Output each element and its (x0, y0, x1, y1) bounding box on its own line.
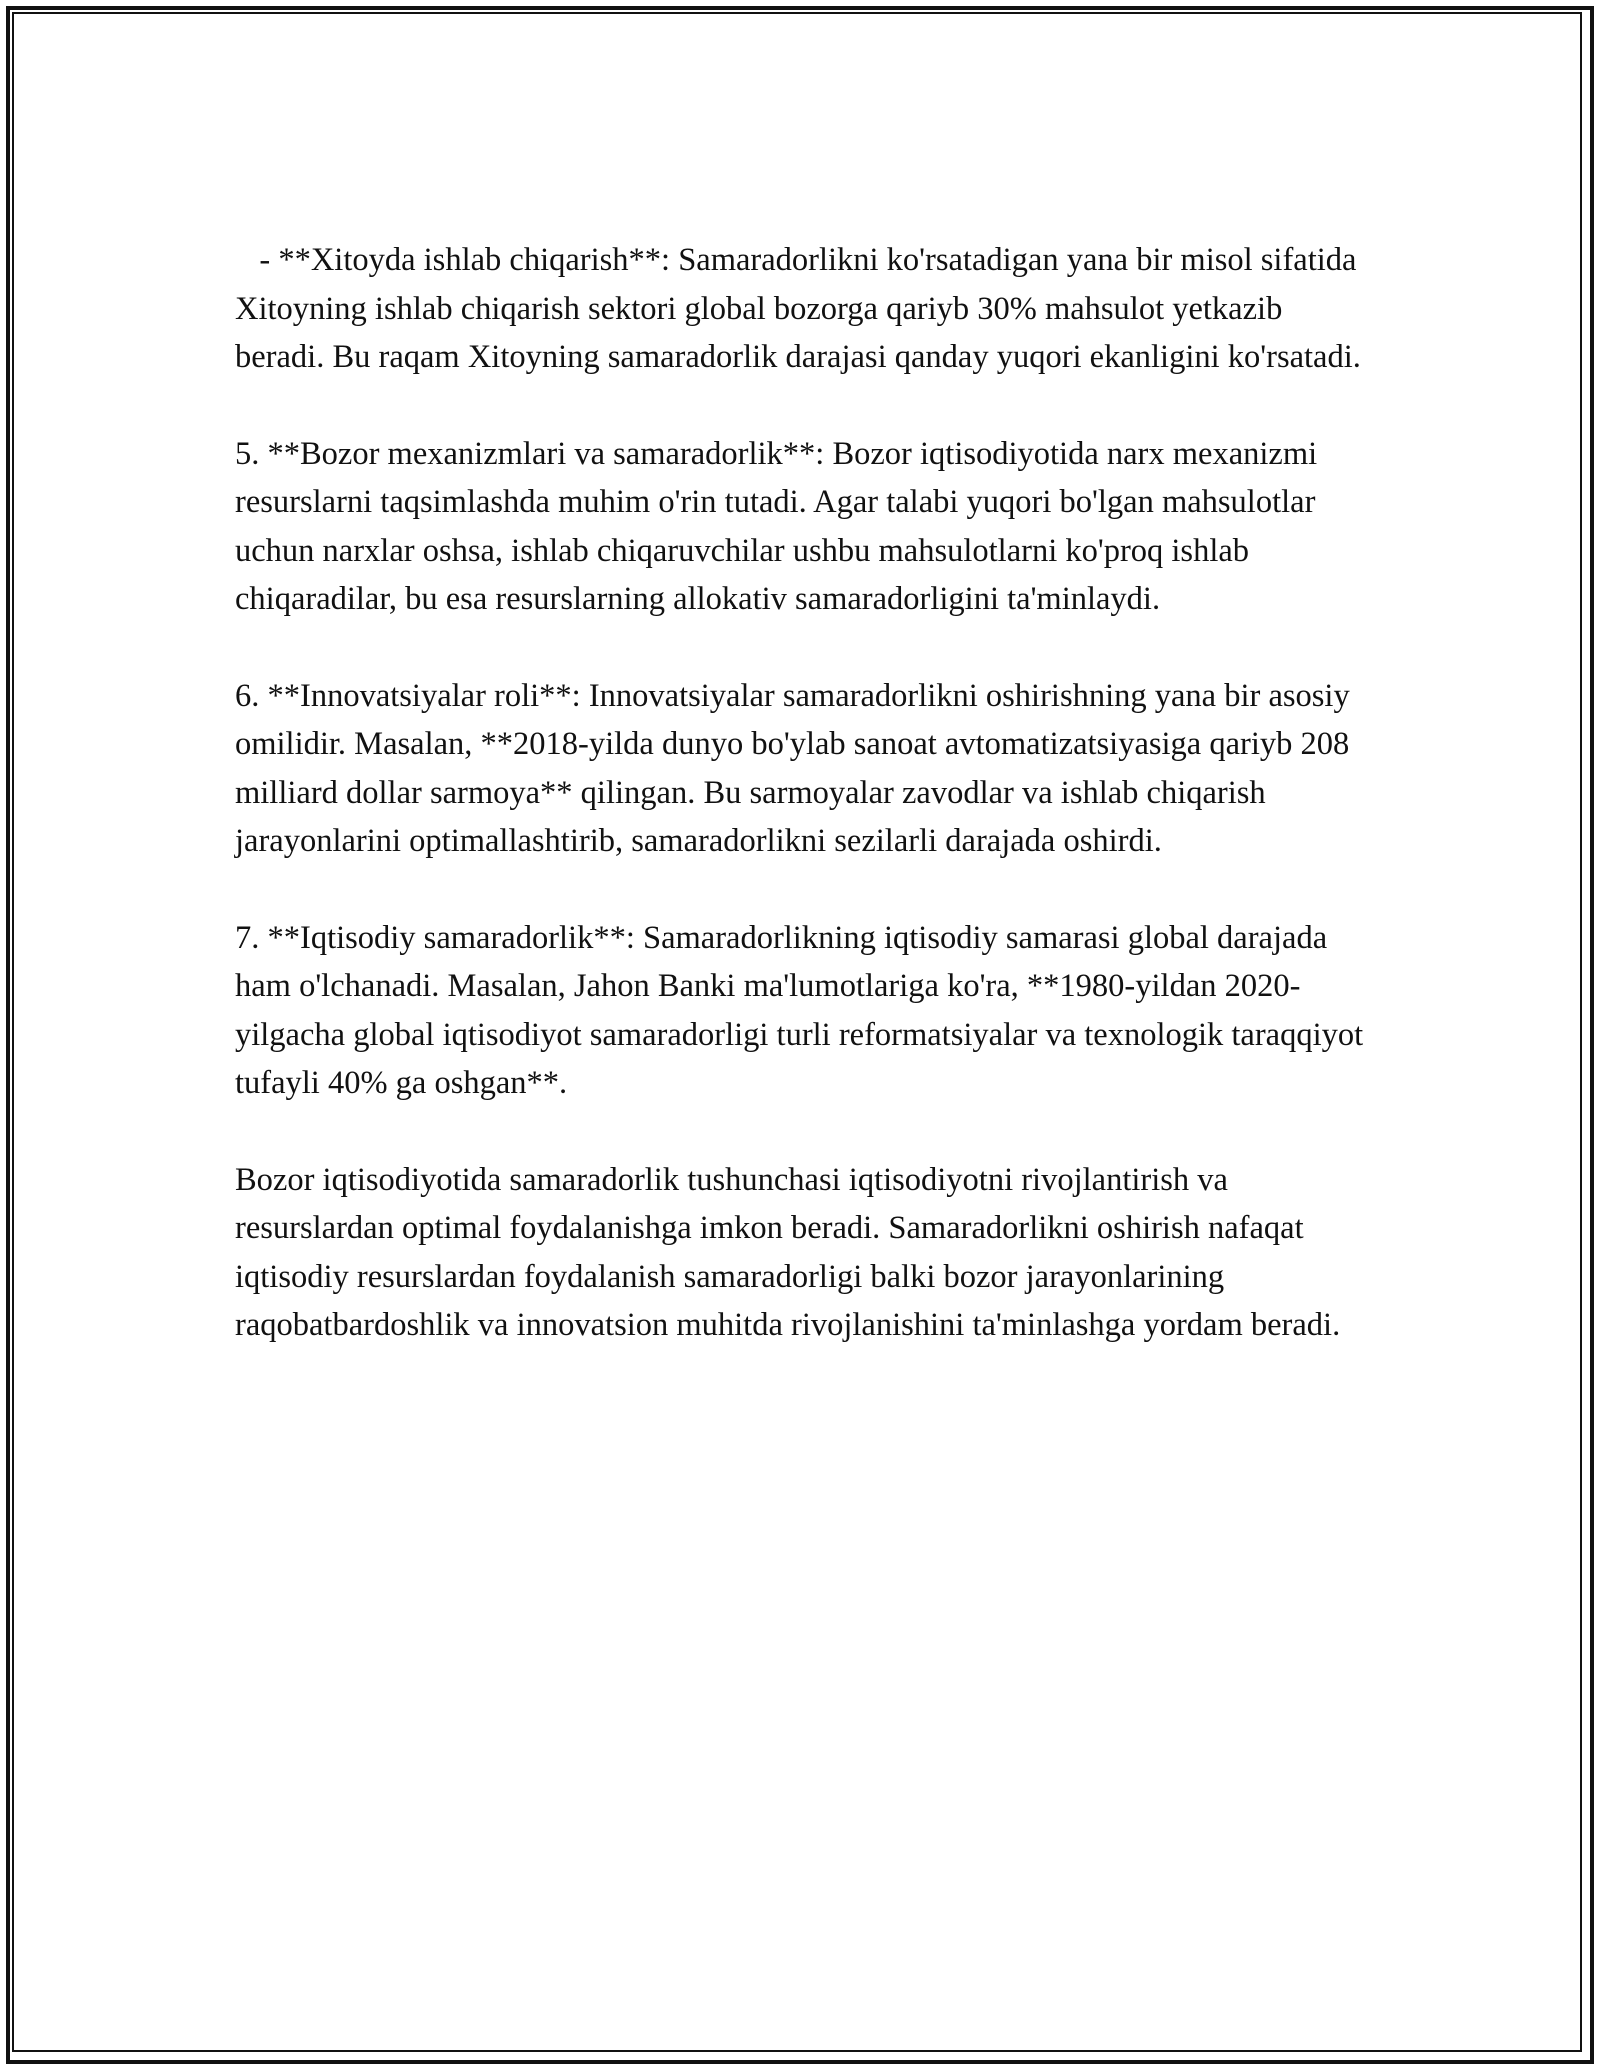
paragraph-china-manufacturing: - **Xitoyda ishlab chiqarish**: Samaradorlikni ko'rsatadigan yana bir misol sifatida Xitoyning ishlab chiqarish sektori global bozorga qariyb 30% mahsulot yetkazib beradi. Bu raqam Xitoyning samaradorlik darajasi qanday yuqori ekanligini ko'rsatadi. (235, 242, 1365, 375)
paragraph-economic-efficiency: 7. **Iqtisodiy samaradorlik**: Samaradorlikning iqtisodiy samarasi global darajada ham o'lchanadi. Masalan, Jahon Banki ma'lumotlariga ko'ra, **1980-yildan 2020-yilgacha global iqtisodiyot samaradorligi turli reformatsiyalar va texnologik taraqqiyot tufayli 40% ga oshgan**. (235, 919, 1372, 1101)
paragraph-innovation-role: 6. **Innovatsiyalar roli**: Innovatsiyalar samaradorlikni oshirishning yana bir asosiy omilidir. Masalan, **2018-yilda dunyo bo'ylab sanoat avtomatizatsiyasiga qariyb 208 milliard dollar sarmoya** qilingan. Bu sarmoyalar zavodlar va ishlab chiqarish jarayonlarini optimallashtirib, samaradorlikni sezilarli darajada oshirdi. (235, 677, 1358, 859)
paragraph-market-mechanisms: 5. **Bozor mexanizmlari va samaradorlik**: Bozor iqtisodiyotida narx mexanizmi resurslarni taqsimlashda muhim o'rin tutadi. Agar talabi yuqori bo'lgan mahsulotlar uchun narxlar oshsa, ishlab chiqaruvchilar ushbu mahsulotlarni ko'proq ishlab chiqaradilar, bu esa resurslarning allokativ samaradorligini ta'minlaydi. (235, 435, 1326, 617)
paragraph-conclusion: Bozor iqtisodiyotida samaradorlik tushunchasi iqtisodiyotni rivojlantirish va resurslardan optimal foydalanishga imkon beradi. Samaradorlikni oshirish nafaqat iqtisodiy resurslardan foydalanish samaradorligi balki bozor jarayonlarining raqobatbardoshlik va innovatsion muhitda rivojlanishini ta'minlashga yordam beradi. (235, 1161, 1341, 1343)
document-body (235, 236, 1372, 1398)
